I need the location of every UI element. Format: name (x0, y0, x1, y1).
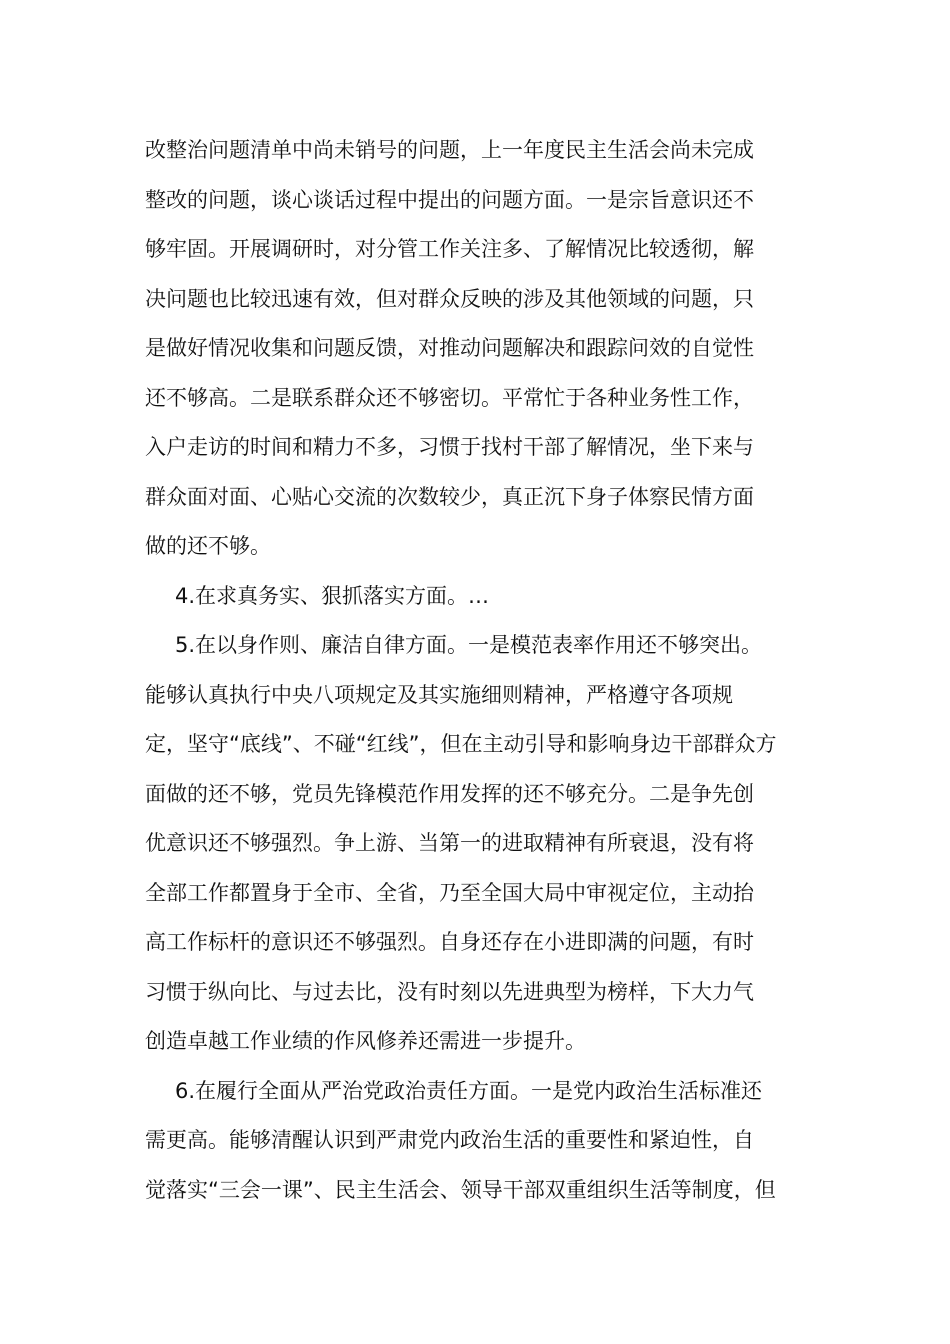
text-line: 优意识还不够强烈。争上游、当第一的进取精神有所衰退，没有将 (145, 831, 754, 855)
section-heading-4: 4.在求真务实、狠抓落实方面。… (175, 583, 490, 608)
text-line: 是做好情况收集和问题反馈，对推动问题解决和跟踪问效的自觉性 (145, 336, 754, 360)
text-line: 高工作标杆的意识还不够强烈。自身还存在小进即满的问题，有时 (145, 930, 754, 954)
text-line: 创造卓越工作业绩的作风修养还需进一步提升。 (145, 1029, 586, 1053)
text-line: 做的还不够。 (145, 534, 271, 558)
text-line: 够牢固。开展调研时，对分管工作关注多、了解情况比较透彻，解 (145, 237, 754, 261)
text-line: 改整治问题清单中尚未销号的问题，上一年度民主生活会尚未完成 (145, 138, 754, 162)
text-line: 定，坚守“底线”、不碰“红线”，但在主动引导和影响身边干部群众方 (145, 732, 777, 756)
text-line: 能够认真执行中央八项规定及其实施细则精神，严格遵守各项规 (145, 682, 733, 707)
text-line: 习惯于纵向比、与过去比，没有时刻以先进典型为榜样，下大力气 (145, 979, 754, 1004)
text-line: 觉落实“三会一课”、民主生活会、领导干部双重组织生活等制度，但 (145, 1177, 776, 1202)
text-line: 全部工作都置身于全市、全省，乃至全国大局中审视定位，主动抬 (145, 880, 754, 905)
text-line: 群众面对面、心贴心交流的次数较少，真正沉下身子体察民情方面 (145, 484, 754, 509)
text-line: 决问题也比较迅速有效，但对群众反映的涉及其他领域的问题，只 (145, 286, 754, 311)
section-heading-5: 5.在以身作则、廉洁自律方面。一是模范表率作用还不够突出。 (175, 633, 763, 657)
body-text (145, 126, 810, 1215)
text-line: 整改的问题，谈心谈话过程中提出的问题方面。一是宗旨意识还不 (145, 187, 754, 212)
section-heading-6: 6.在履行全面从严治党政治责任方面。一是党内政治生活标准还 (175, 1078, 763, 1103)
text-line: 入户走访的时间和精力不多，习惯于找村干部了解情况，坐下来与 (145, 435, 754, 459)
text-line: 需更高。能够清醒认识到严肃党内政治生活的重要性和紧迫性，自 (145, 1128, 754, 1152)
text-line: 面做的还不够，党员先锋模范作用发挥的还不够充分。二是争先创 (145, 781, 754, 806)
text-line: 还不够高。二是联系群众还不够密切。平常忙于各种业务性工作， (145, 385, 754, 410)
